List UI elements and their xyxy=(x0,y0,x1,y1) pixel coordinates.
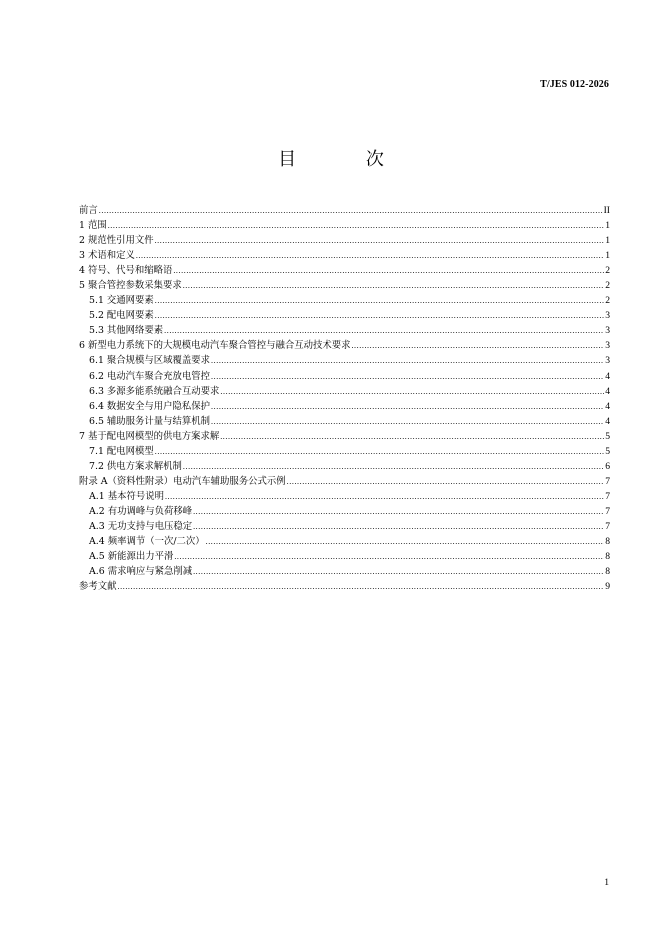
toc-entry-page: 3 xyxy=(605,355,610,367)
toc-entry[interactable] xyxy=(79,233,610,248)
toc-entry-page: 3 xyxy=(605,310,610,322)
toc-entry-label: 5.3 其他网络要素 xyxy=(89,325,164,337)
toc-dot-leader xyxy=(183,278,605,293)
toc-entry-page: 8 xyxy=(605,566,610,578)
toc-dot-leader xyxy=(165,489,604,504)
toc-entry-label: A.4 频率调节（一次/二次） xyxy=(89,536,205,548)
toc-entry[interactable] xyxy=(79,414,610,429)
toc-entry[interactable] xyxy=(79,504,610,519)
toc-entry-page: 7 xyxy=(605,520,610,532)
toc-entry[interactable] xyxy=(79,323,610,338)
document-code: T/JES 012-2026 xyxy=(540,79,609,90)
toc-entry-label: A.2 有功调峰与负荷移峰 xyxy=(89,505,193,517)
toc-entry[interactable] xyxy=(79,263,610,278)
toc-entry-page: 3 xyxy=(605,325,610,337)
toc-dot-leader xyxy=(193,504,604,519)
table-of-contents xyxy=(79,203,610,594)
toc-entry-label: 3 术语和定义 xyxy=(79,250,135,262)
toc-entry-page: 4 xyxy=(605,385,610,397)
toc-entry[interactable] xyxy=(79,399,610,414)
toc-dot-leader xyxy=(155,444,604,459)
toc-entry[interactable] xyxy=(79,384,610,399)
toc-entry-page: 3 xyxy=(605,340,610,352)
toc-entry-page: 5 xyxy=(605,445,610,457)
toc-dot-leader xyxy=(99,203,603,218)
toc-dot-leader xyxy=(164,323,604,338)
toc-entry-label: 6 新型电力系统下的大规模电动汽车聚合管控与融合互动技术要求 xyxy=(79,340,351,352)
toc-dot-leader xyxy=(174,549,604,564)
toc-dot-leader xyxy=(211,353,604,368)
toc-entry-page: 8 xyxy=(605,551,610,563)
toc-entry-page: 5 xyxy=(605,430,610,442)
toc-dot-leader xyxy=(211,369,604,384)
toc-entry-page: 4 xyxy=(605,370,610,382)
toc-entry-label: 2 规范性引用文件 xyxy=(79,235,154,247)
toc-dot-leader xyxy=(193,564,604,579)
toc-entry-label: 前言 xyxy=(79,205,98,216)
toc-entry[interactable] xyxy=(79,293,610,308)
toc-dot-leader xyxy=(287,474,605,489)
toc-entry[interactable] xyxy=(79,519,610,534)
toc-entry-page: 1 xyxy=(605,250,610,262)
toc-dot-leader xyxy=(136,248,604,263)
toc-dot-leader xyxy=(118,579,605,594)
toc-dot-leader xyxy=(108,218,605,233)
toc-entry-page: 2 xyxy=(605,280,610,292)
toc-dot-leader xyxy=(155,293,604,308)
toc-entry[interactable] xyxy=(79,248,610,263)
toc-entry-label: 5.2 配电网要素 xyxy=(89,310,154,322)
toc-entry-label: A.5 新能源出力平滑 xyxy=(89,551,174,563)
toc-entry-label: A.3 无功支持与电压稳定 xyxy=(89,520,193,532)
toc-entry-label: 5 聚合管控参数采集要求 xyxy=(79,280,182,292)
toc-entry-page: 7 xyxy=(605,505,610,517)
toc-entry-page: 1 xyxy=(605,235,610,247)
toc-entry-label: 7.2 供电方案求解机制 xyxy=(89,460,182,472)
toc-entry-page: 7 xyxy=(605,490,610,502)
toc-heading: 目 次 xyxy=(278,149,416,170)
toc-entry-label: 6.3 多源多能系统融合互动要求 xyxy=(89,385,220,397)
toc-dot-leader xyxy=(206,534,605,549)
toc-entry-label: 附录 A（资料性附录）电动汽车辅助服务公式示例 xyxy=(79,475,286,487)
toc-dot-leader xyxy=(220,384,604,399)
toc-entry-label: A.6 需求响应与紧急削减 xyxy=(89,566,193,578)
toc-entry[interactable] xyxy=(79,489,610,504)
toc-entry[interactable] xyxy=(79,564,610,579)
toc-dot-leader xyxy=(155,233,605,248)
toc-entry-label: 参考文献 xyxy=(79,581,117,593)
toc-entry-page: 7 xyxy=(605,475,610,487)
toc-entry-label: 6.2 电动汽车聚合充放电管控 xyxy=(89,370,211,382)
toc-entry[interactable] xyxy=(79,353,610,368)
toc-entry-label: 7.1 配电网模型 xyxy=(89,445,154,457)
toc-entry-page: 6 xyxy=(605,460,610,472)
toc-entry-label: A.1 基本符号说明 xyxy=(89,490,164,502)
toc-entry[interactable] xyxy=(79,308,610,323)
toc-entry-label: 6.4 数据安全与用户隐私保护 xyxy=(89,400,211,412)
toc-entry[interactable] xyxy=(79,534,610,549)
toc-entry-label: 7 基于配电网模型的供电方案求解 xyxy=(79,430,220,442)
toc-entry-page: 1 xyxy=(605,220,610,232)
toc-entry[interactable] xyxy=(79,369,610,384)
toc-entry-page: 2 xyxy=(605,295,610,307)
toc-entry-label: 6.1 聚合规模与区域覆盖要求 xyxy=(89,355,211,367)
toc-entry-label: 1 范围 xyxy=(79,220,107,232)
page-number: 1 xyxy=(604,877,609,888)
toc-entry[interactable] xyxy=(79,474,610,489)
toc-dot-leader xyxy=(155,308,604,323)
toc-entry[interactable] xyxy=(79,338,610,353)
toc-dot-leader xyxy=(351,338,604,353)
toc-entry[interactable] xyxy=(79,429,610,444)
toc-entry[interactable] xyxy=(79,203,610,218)
toc-entry[interactable] xyxy=(79,459,610,474)
toc-dot-leader xyxy=(193,519,604,534)
toc-entry[interactable] xyxy=(79,218,610,233)
toc-entry-label: 4 符号、代号和缩略语 xyxy=(79,265,173,277)
toc-entry[interactable] xyxy=(79,278,610,293)
toc-entry[interactable] xyxy=(79,579,610,594)
toc-dot-leader xyxy=(183,459,604,474)
toc-entry-page: 8 xyxy=(605,536,610,548)
toc-entry-page: 9 xyxy=(605,581,610,593)
toc-dot-leader xyxy=(211,414,604,429)
toc-entry[interactable] xyxy=(79,549,610,564)
toc-entry-page: 4 xyxy=(605,415,610,427)
toc-entry-page: II xyxy=(603,205,610,216)
toc-entry-page: 2 xyxy=(605,265,610,277)
toc-dot-leader xyxy=(173,263,604,278)
toc-dot-leader xyxy=(211,399,604,414)
toc-dot-leader xyxy=(220,429,604,444)
toc-entry-label: 6.5 辅助服务计量与结算机制 xyxy=(89,415,211,427)
toc-entry-label: 5.1 交通网要素 xyxy=(89,295,154,307)
toc-entry-page: 4 xyxy=(605,400,610,412)
toc-entry[interactable] xyxy=(79,444,610,459)
